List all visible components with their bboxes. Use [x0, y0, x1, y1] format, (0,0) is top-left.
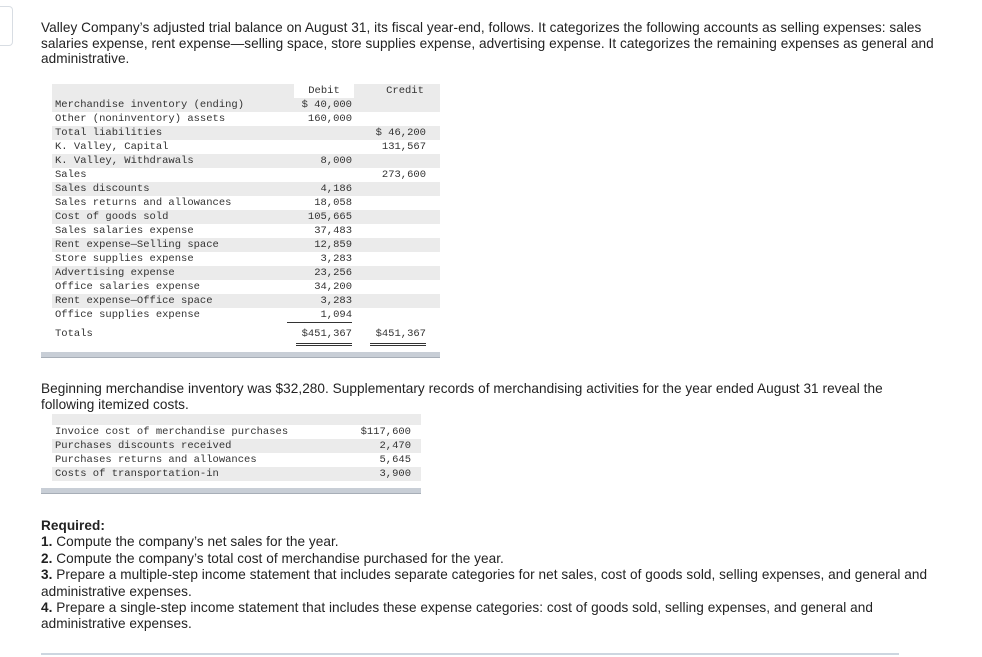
trial-balance-row — [52, 238, 440, 252]
purchase-item-amount: $117,600 — [360, 426, 411, 438]
purchases-row — [52, 467, 421, 481]
required-item-number: 4. — [41, 600, 53, 616]
required-item-text: Compute the company’s total cost of merchandise purchased for the year. — [52, 550, 504, 566]
credit-column-header: Credit — [370, 84, 440, 99]
debit-column-header: Debit — [294, 84, 354, 99]
trial-balance-row — [52, 308, 440, 322]
trial-balance-row — [52, 266, 440, 280]
required-section — [41, 518, 931, 633]
trial-balance-row — [52, 210, 440, 224]
purchase-item-label: Invoice cost of merchandise purchases — [55, 426, 289, 438]
trial-balance-row — [52, 98, 440, 112]
trial-balance-row — [52, 126, 440, 140]
required-item — [41, 551, 931, 567]
account-name: Sales discounts — [55, 183, 150, 195]
purchase-item-amount: 5,645 — [379, 454, 411, 466]
totals-credit: $451,367 — [370, 325, 426, 346]
required-item-text: Prepare a single-step income statement that includes these expense categories: cost of goods sold, selling expenses, and general and administrative expenses. — [41, 600, 873, 632]
trial-balance-row — [52, 154, 440, 168]
section-divider — [41, 488, 421, 494]
purchases-table — [52, 414, 421, 481]
purchases-row — [52, 453, 421, 467]
trial-balance-row — [52, 224, 440, 238]
section-divider — [41, 352, 440, 358]
account-name: Sales salaries expense — [55, 225, 194, 237]
trial-balance-row — [52, 112, 440, 126]
trial-balance-row — [52, 196, 440, 210]
debit-amount: 18,058 — [314, 197, 352, 209]
debit-amount: 8,000 — [320, 155, 352, 167]
purchase-item-amount: 3,900 — [379, 468, 411, 480]
purchase-item-label: Costs of transportation-in — [55, 468, 219, 480]
purchase-item-amount: 2,470 — [379, 440, 411, 452]
required-heading: Required: — [41, 518, 105, 533]
account-name: Cost of goods sold — [55, 211, 169, 223]
purchase-item-label: Purchases discounts received — [55, 440, 232, 452]
required-item-number: 2. — [41, 550, 53, 566]
debit-amount: 12,859 — [314, 239, 352, 251]
required-item — [41, 567, 931, 600]
required-item-text: Prepare a multiple-step income statement that includes separate categories for net sales, cost of goods sold, selling expenses, and general and administrative expenses. — [41, 567, 928, 599]
account-name: Rent expense—Selling space — [55, 239, 219, 251]
credit-amount: 131,567 — [381, 141, 426, 153]
account-name: K. Valley, Capital — [55, 141, 169, 153]
account-name: Merchandise inventory (ending) — [55, 99, 245, 111]
trial-balance-row — [52, 168, 440, 182]
trial-balance-row — [52, 294, 440, 308]
account-name: Office supplies expense — [55, 309, 200, 321]
required-item-text: Compute the company’s net sales for the year. — [52, 534, 339, 550]
purchases-header-band — [52, 414, 421, 425]
purchase-item-label: Purchases returns and allowances — [55, 454, 257, 466]
account-name: Other (noninventory) assets — [55, 113, 226, 125]
trial-balance-totals-row — [52, 323, 440, 345]
account-name: K. Valley, Withdrawals — [55, 155, 194, 167]
debit-amount: 23,256 — [314, 267, 352, 279]
account-name: Advertising expense — [55, 267, 175, 279]
side-panel-tab[interactable] — [0, 6, 13, 46]
debit-amount: 4,186 — [320, 183, 352, 195]
purchases-row — [52, 425, 421, 439]
required-item — [41, 534, 931, 550]
required-items — [41, 534, 931, 632]
trial-balance-row — [52, 140, 440, 154]
debit-amount: 1,094 — [287, 308, 352, 323]
trial-balance-row — [52, 252, 440, 266]
required-item-number: 3. — [41, 567, 53, 583]
account-name: Total liabilities — [55, 127, 163, 139]
required-item-number: 1. — [41, 534, 53, 550]
debit-amount: 105,665 — [307, 211, 352, 223]
debit-amount: 3,283 — [320, 295, 352, 307]
totals-label: Totals — [55, 328, 93, 340]
debit-amount: $ 40,000 — [301, 99, 352, 111]
trial-balance-rows — [52, 98, 440, 322]
debit-amount: 37,483 — [314, 225, 352, 237]
debit-amount: 34,200 — [314, 281, 352, 293]
trial-balance-row — [52, 182, 440, 196]
account-name: Office salaries expense — [55, 281, 200, 293]
debit-amount: 3,283 — [320, 253, 352, 265]
required-item — [41, 600, 931, 633]
debit-amount: 160,000 — [307, 113, 352, 125]
account-name: Sales — [55, 169, 87, 181]
purchases-row — [52, 439, 421, 453]
trial-balance-row — [52, 280, 440, 294]
account-name: Rent expense—Office space — [55, 295, 213, 307]
credit-amount: 273,600 — [381, 169, 426, 181]
account-name: Store supplies expense — [55, 253, 194, 265]
account-name: Sales returns and allowances — [55, 197, 232, 209]
totals-debit: $451,367 — [296, 325, 352, 346]
intro-paragraph: Valley Company’s adjusted trial balance on August 31, its fiscal year-end, follows. It categorizes the following accounts as selling expenses: sales salaries expense, rent expense—selling space, store supplies expense, advertising expense. It categorizes the remaining expenses as general and administrative. — [41, 20, 934, 66]
beginning-inventory-paragraph: Beginning merchandise inventory was $32,280. Supplementary records of merchandising activities for the year ended August 31 reveal the following itemized costs. — [41, 381, 883, 412]
purchases-rows — [52, 425, 421, 481]
bottom-divider — [41, 653, 899, 655]
credit-amount: $ 46,200 — [375, 127, 426, 139]
